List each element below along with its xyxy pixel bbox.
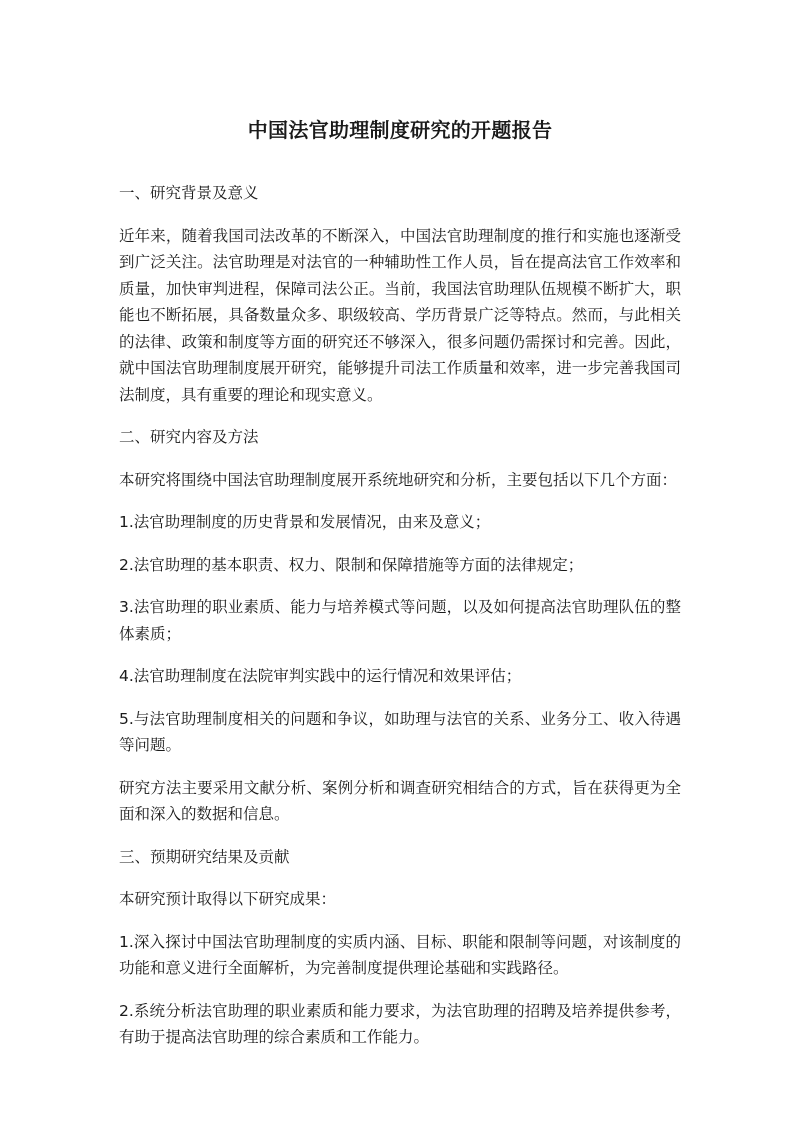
paragraph-method: 研究方法主要采用文献分析、案例分析和调查研究相结合的方式，旨在获得更为全面和深入的数据和信息。: [119, 778, 681, 823]
paragraph-content-intro: 本研究将围绕中国法官助理制度展开系统地研究和分析，主要包括以下几个方面：: [119, 470, 678, 489]
section-heading-expected-results: 三、预期研究结果及贡献: [119, 847, 290, 866]
list-item: 2.法官助理的基本职责、权力、限制和保障措施等方面的法律规定；: [119, 555, 584, 574]
list-item: 2.系统分析法官助理的职业素质和能力要求，为法官助理的招聘及培养提供参考，有助于提高法官助理的综合素质和工作能力。: [119, 1001, 681, 1046]
paragraph-background: 近年来，随着我国司法改革的不断深入，中国法官助理制度的推行和实施也逐渐受到广泛关注。法官助理是对法官的一种辅助性工作人员，旨在提高法官工作效率和质量，加快审判进程，保障司法公正。当前，我国法官助理队伍规模不断扩大，职能也不断拓展，具备数量众多、职级较高、学历背景广泛等特点。然而，与此相关的法律、政策和制度等方面的研究还不够深入，很多问题仍需探讨和完善。因此，就中国法官助理制度展开研究，能够提升司法工作质量和效率，进一步完善我国司法制度，具有重要的理论和现实意义。: [119, 226, 681, 404]
document-title: 中国法官助理制度研究的开题报告: [247, 118, 553, 142]
list-item: 1.深入探讨中国法官助理制度的实质内涵、目标、职能和限制等问题，对该制度的功能和意义进行全面解析，为完善制度提供理论基础和实践路径。: [119, 932, 681, 977]
list-item: 4.法官助理制度在法院审判实践中的运行情况和效果评估；: [119, 667, 522, 685]
list-item: 1.法官助理制度的历史背景和发展情况，由来及意义；: [119, 513, 491, 531]
paragraph-results-intro: 本研究预计取得以下研究成果：: [119, 890, 337, 908]
list-item: 3.法官助理的职业素质、能力与培养模式等问题，以及如何提高法官助理队伍的整体素质；: [119, 598, 681, 643]
document-body: [119, 180, 681, 1067]
list-item: 5.与法官助理制度相关的问题和争议，如助理与法官的关系、业务分工、收入待遇等问题。: [119, 709, 681, 754]
section-heading-background: 一、研究背景及意义: [119, 184, 259, 202]
section-heading-content-method: 二、研究内容及方法: [119, 428, 259, 446]
